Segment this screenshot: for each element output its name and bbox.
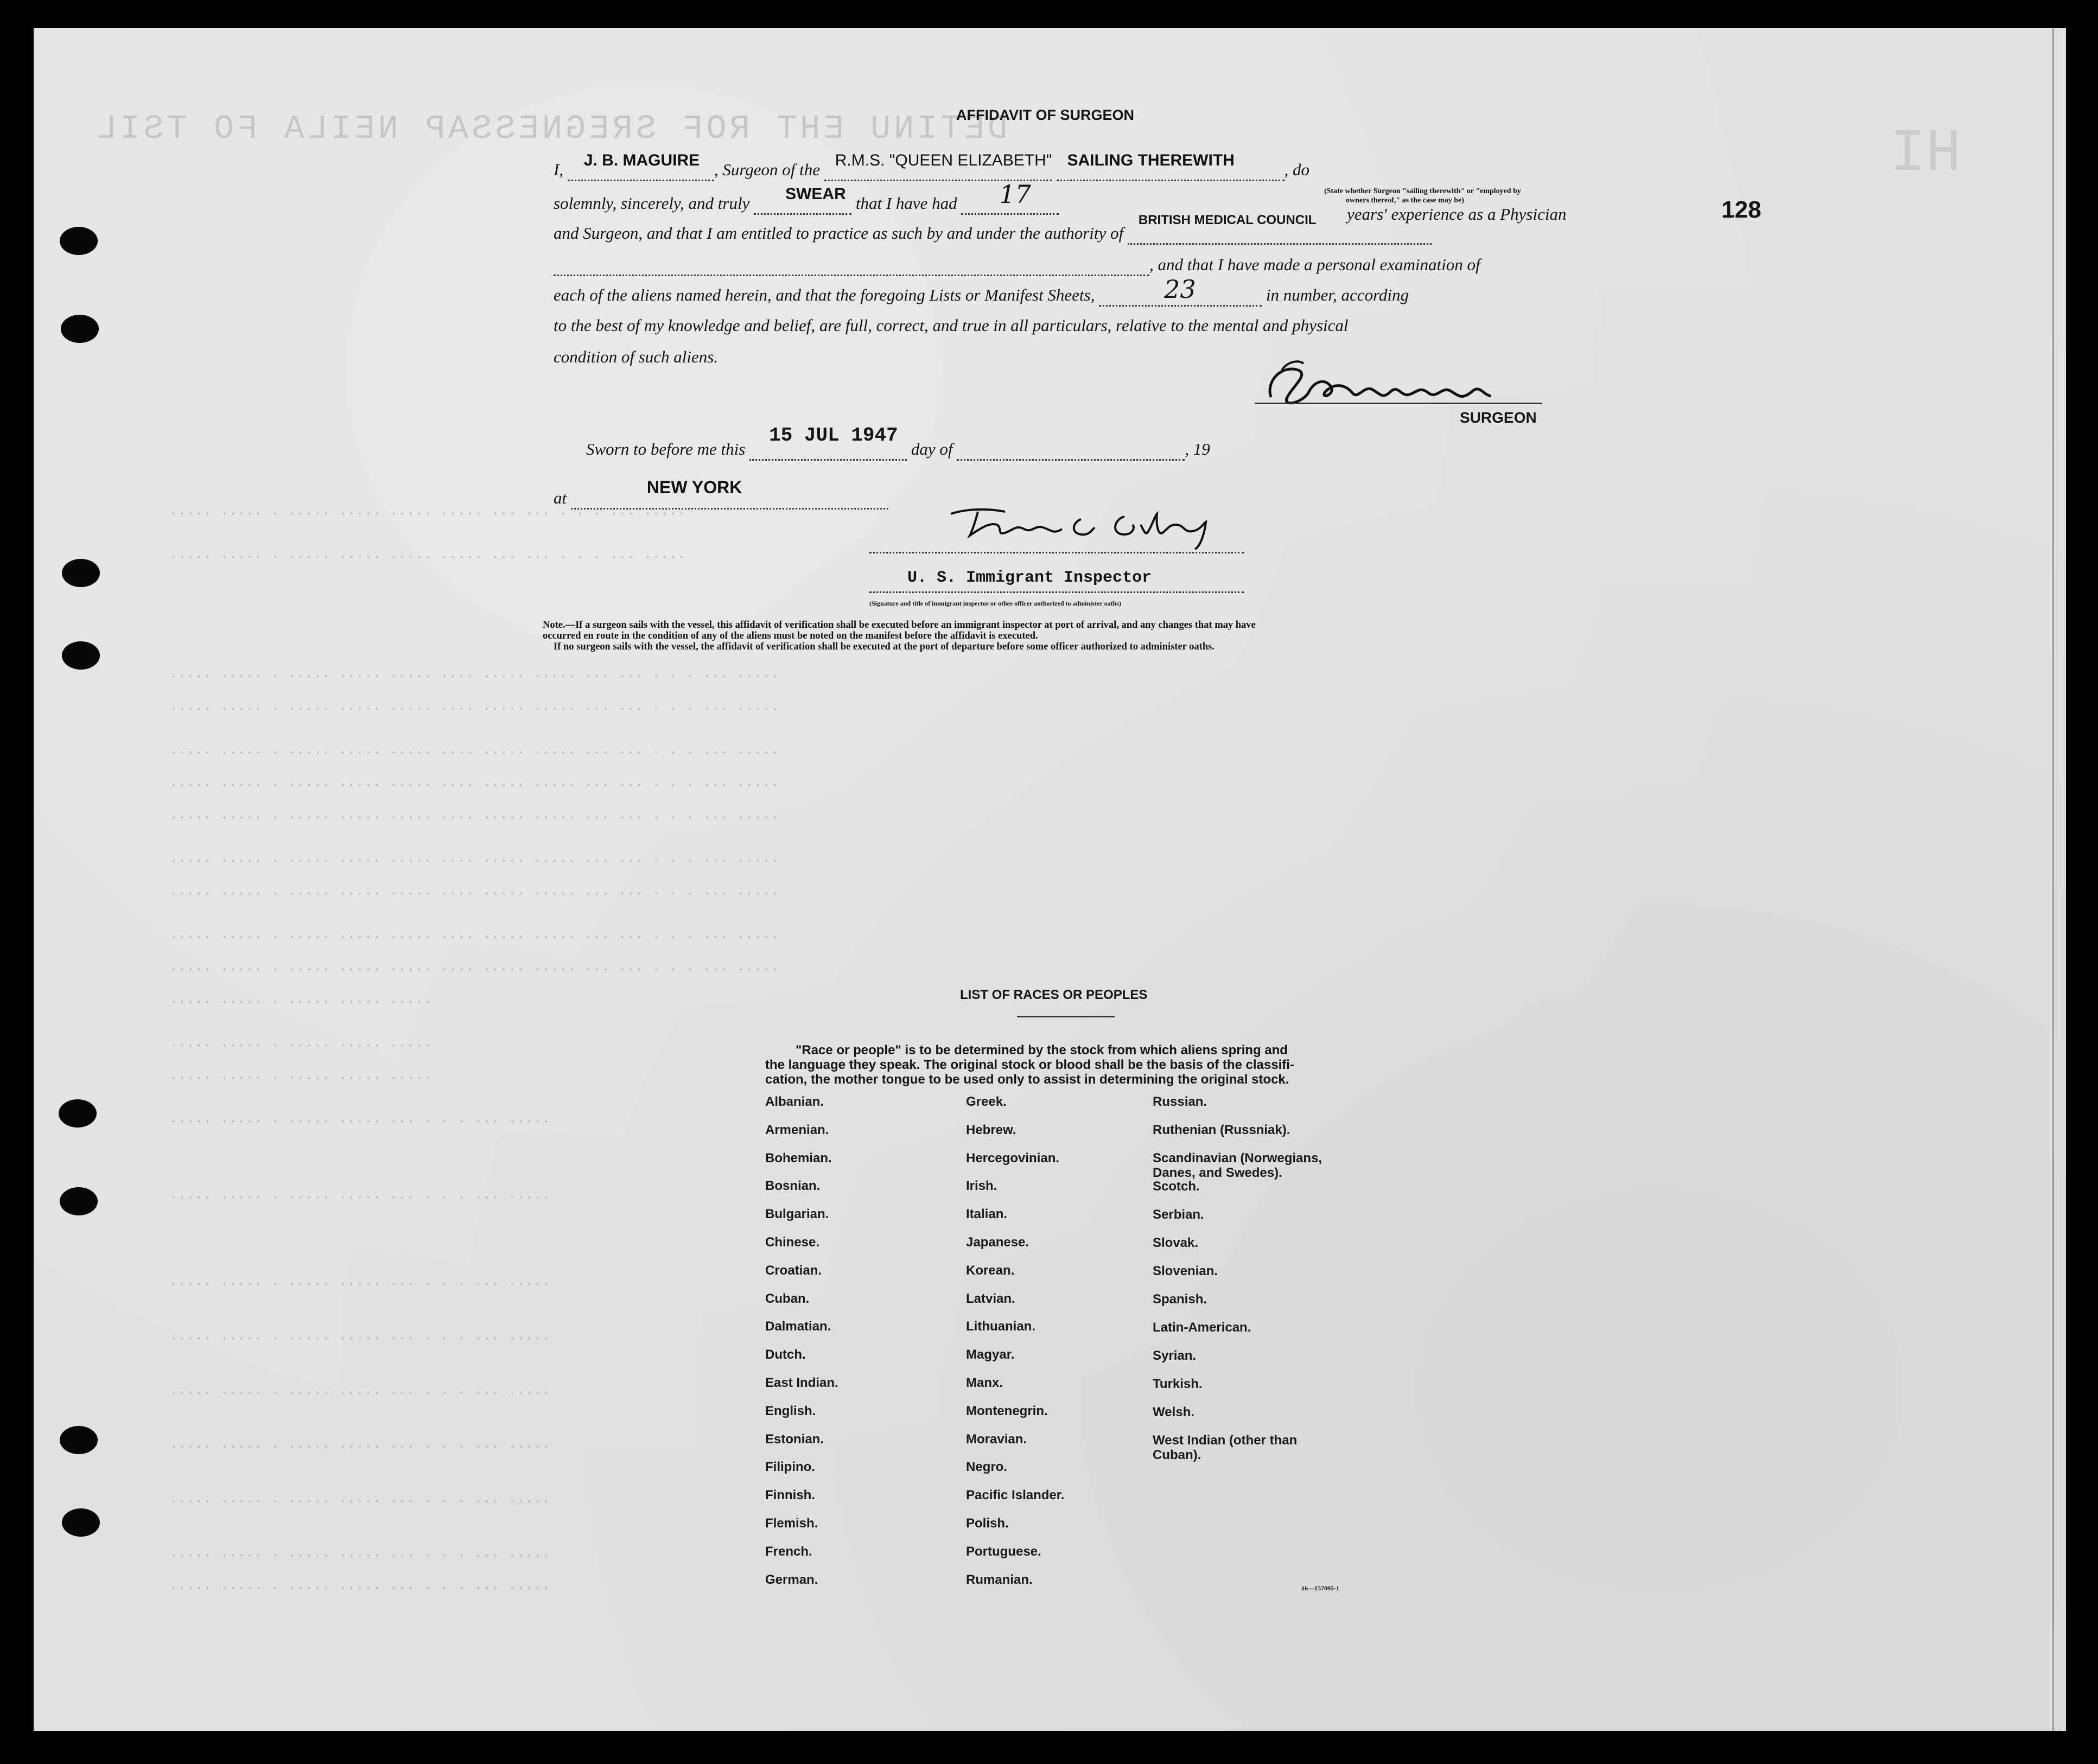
race-item: Danes, and Swedes). bbox=[1153, 1166, 1282, 1180]
affidavit-title: AFFIDAVIT OF SURGEON bbox=[956, 107, 1134, 123]
binder-hole bbox=[61, 315, 99, 343]
binder-hole bbox=[62, 559, 100, 587]
note-line-3: If no surgeon sails with the vessel, the affidavit of verification shall be executed at the port of departure before some officer authorized to administer oaths. bbox=[554, 641, 1215, 652]
race-item: Greek. bbox=[966, 1094, 1007, 1109]
note-line-1: Note.—If a surgeon sails with the vessel, this affidavit of verification shall be executed before an immigrant inspector at port of arrival, and any changes that may have bbox=[543, 620, 1256, 631]
races-intro-3: cation, the mother tongue to be used only to assist in determining the original stock. bbox=[765, 1072, 1289, 1087]
years-experience: 17 bbox=[999, 180, 1031, 209]
race-item: Bosnian. bbox=[765, 1179, 821, 1194]
race-item: English. bbox=[765, 1403, 816, 1418]
race-item: Dutch. bbox=[765, 1347, 806, 1362]
sailing-status: SAILING THEREWITH bbox=[1067, 151, 1235, 169]
bleed-through-heading: DETINU EHT ROF SREGNESSAP NEILA FO TSIL bbox=[93, 110, 1008, 148]
race-item: Hebrew. bbox=[966, 1122, 1016, 1137]
race-item: Armenian. bbox=[765, 1122, 829, 1137]
form-number: 16—157095-1 bbox=[1301, 1584, 1339, 1592]
page-number: 128 bbox=[1721, 196, 1762, 223]
race-item: Scotch. bbox=[1153, 1179, 1200, 1194]
authority: BRITISH MEDICAL COUNCIL bbox=[1138, 213, 1317, 227]
race-item: Russian. bbox=[1153, 1094, 1207, 1109]
date-stamp: 15 JUL 1947 bbox=[769, 424, 898, 447]
oath-word: SWEAR bbox=[785, 185, 846, 203]
race-item: Montenegrin. bbox=[966, 1403, 1048, 1418]
race-item: Spanish. bbox=[1153, 1292, 1207, 1307]
inspector-title: U. S. Immigrant Inspector bbox=[907, 569, 1152, 587]
race-item: Magyar. bbox=[966, 1347, 1015, 1362]
race-item: Turkish. bbox=[1153, 1377, 1203, 1391]
race-item: Flemish. bbox=[765, 1516, 818, 1531]
manifest-sheet: DETINU EHT ROF SREGNESSAP NEILA FO TSIL IH ····· ····· · ····· ····· ····· ····· ··· ··· · · · ··· ····· ····· ····· · ····· ····· ····· ····· ··· ··· · · · ··· ····· ····· ····· · ····· ····· ····· ···· ····· ····· ··· ··· · · · ··· ····· ····· ····· · ····· ····· ····· ···· ····· ····· ··· ··· · · · ··· ····· ····· ····· · ····· ····· ····· ···· ····· ····· ··· ··· · · · ··· ····· ····· ····· · ····· ····· ····· ···· ····· ····· ··· ··· · · · ··· ····· ····· ····· · ····· ····· ····· ···· ····· ····· ··· ··· · · · ··· ····· ····· ····· · ····· ····· ····· ···· ····· ····· ··· ··· · · · ··· ····· ····· ····· · ····· ····· ····· ···· ····· ····· ··· ··· · · · ··· ····· ····· ····· · ····· ····· ····· ···· ····· ····· ··· ··· · · · ··· ····· ····· ····· · ····· ····· ····· ···· ····· ····· ··· ··· · · · ··· ····· ····· ····· · ····· ····· ····· ····· ····· · ····· ····· ····· ····· ····· · ····· ····· ····· ····· ····· · ····· ····· ··· · · · ··· ····· ····· ····· · ····· ····· ··· · · · ··· ····· ····· ····· · ····· ····· ··· · · · ··· ····· ····· ····· · ····· ····· ··· · · · ··· ····· ····· ····· · ····· ····· ··· · · · ··· ····· ····· ····· · ····· ····· ··· · · · ··· ····· ····· ····· · ····· ····· ··· · · · ··· ····· ····· ····· · ····· ····· ··· · · · ··· ····· ····· ····· · ····· ····· ··· · · · ··· ····· 128 AFFIDAVIT OF SURGEON I, J. B. MAGUIRE , Surgeon of the R.M.S. "QUEEN ELIZABETH" SAILING THEREWITH , do (State whether Surgeon "sailing therewith" or "employed by owners thereof," as the case may be) solemnly, sincerely, and truly SWEAR that I have had 17 years' experience as a Physician and Surgeon, and that I am entitled to practice as such by and under the authority of BRITISH MEDICAL COUNCIL , and that I have made a personal examination of each of the aliens named herein, and that the foregoing Lists or Manifest Sheets, 23 in number, according to the best of my knowledge and belief, are full, correct, and true in all particulars, relative to the mental and physical condition of such aliens. SURGEON Sworn to before me this 15 JUL 1947 day of , 19 at NEW YORK U. S. Immigrant Inspector (Signature and title of immigrant inspector or other officer authorized to administer oaths) Note.—If a surgeon sails with the vessel, this affidavit of verification shall be executed before an immigrant inspector at port of arrival, and any changes that may have occurred en route in the condition of any of the aliens must be noted on the manifest before the affidavit is executed. If no surgeon sails with the vessel, the affidavit of verification shall be executed at the port of departure before some officer authorized to administer oaths. LIST OF RACES OR PEOPLES "Race or people" is to be determined by the stock from which aliens spring and the language they speak. The original stock or blood shall be the basis of the classifi- cation, the mother tongue to be used only to assist in determining the original stock. 16—157095-1 Albanian. Armenian. Bohemian. Bosnian. Bulgarian. Chinese. Croatian. Cuban. Dalmatian. Dutch. East Indian. English. Estonian. Filipino. Finnish. Flemish. French. German. Greek. Hebrew. Hercegovinian. Irish. Italian. Japanese. Korean. Latvian. Lithuanian. Magyar. Manx. Montenegrin. Moravian. Negro. Pacific Islander. Polish. Portuguese. Rumanian. Russian. Ruthenian (Russniak). Scandinavian (Norwegians, Danes, and Swedes). Scotch. Serbian. Slovak. Slovenian. Spanish. Latin-American. Syrian. Turkish. Welsh. West Indian (other than Cuban). bbox=[34, 28, 2066, 1731]
race-item: Filipino. bbox=[765, 1460, 815, 1475]
race-item: Portuguese. bbox=[966, 1544, 1041, 1559]
race-item: Polish. bbox=[966, 1516, 1009, 1531]
race-item: Negro. bbox=[966, 1460, 1008, 1475]
race-item: Japanese. bbox=[966, 1235, 1029, 1250]
race-item: Korean. bbox=[966, 1263, 1015, 1278]
race-item: Slovak. bbox=[1153, 1236, 1199, 1250]
race-item: Latin-American. bbox=[1153, 1320, 1251, 1335]
race-item: East Indian. bbox=[765, 1375, 838, 1390]
race-item: Chinese. bbox=[765, 1235, 820, 1250]
race-item: Welsh. bbox=[1153, 1405, 1194, 1419]
race-item: West Indian (other than bbox=[1153, 1433, 1298, 1448]
race-item: Cuban). bbox=[1153, 1448, 1201, 1462]
race-item: Irish. bbox=[966, 1179, 997, 1194]
sailing-note-2: owners thereof," as the case may be) bbox=[1346, 196, 1464, 205]
race-item: Scandinavian (Norwegians, bbox=[1153, 1151, 1323, 1166]
sheet-edge-line bbox=[2052, 28, 2054, 1731]
surgeon-signature bbox=[1249, 348, 1531, 419]
race-item: Manx. bbox=[966, 1375, 1003, 1390]
race-item: Cuban. bbox=[765, 1291, 810, 1306]
binder-hole bbox=[62, 641, 100, 670]
binder-hole bbox=[60, 227, 98, 255]
race-item: Ruthenian (Russniak). bbox=[1153, 1123, 1290, 1137]
signature-line bbox=[1255, 403, 1542, 404]
sheet-count: 23 bbox=[1164, 275, 1196, 304]
race-item: Croatian. bbox=[765, 1263, 822, 1278]
inspector-signature-line bbox=[869, 552, 1244, 553]
races-heading: LIST OF RACES OR PEOPLES bbox=[960, 988, 1148, 1002]
race-item: Italian. bbox=[966, 1207, 1008, 1222]
race-item: Bulgarian. bbox=[765, 1207, 829, 1222]
binder-hole bbox=[60, 1426, 98, 1454]
race-item: Estonian. bbox=[765, 1431, 824, 1447]
sailing-note-1: (State whether Surgeon "sailing therewith" or "employed by bbox=[1324, 187, 1521, 195]
races-heading-rule bbox=[1017, 1016, 1115, 1017]
binder-hole bbox=[62, 1508, 100, 1537]
surgeon-label: SURGEON bbox=[1460, 409, 1537, 426]
inspector-title-line bbox=[869, 591, 1244, 593]
inspector-caption: (Signature and title of immigrant inspector or other officer authorized to administer oaths) bbox=[869, 600, 1121, 607]
race-item: Rumanian. bbox=[966, 1572, 1033, 1587]
races-intro-2: the language they speak. The original stock or blood shall be the basis of the classifi- bbox=[765, 1058, 1294, 1072]
bleed-through-number: IH bbox=[1890, 120, 1962, 188]
inspector-signature bbox=[945, 492, 1228, 552]
vessel-name: R.M.S. "QUEEN ELIZABETH" bbox=[835, 151, 1052, 169]
binder-hole bbox=[59, 1099, 97, 1128]
race-item: Bohemian. bbox=[765, 1150, 832, 1166]
race-item: Moravian. bbox=[966, 1431, 1027, 1447]
races-intro-1: "Race or people" is to be determined by the stock from which aliens spring and bbox=[796, 1043, 1288, 1058]
race-item: French. bbox=[765, 1544, 812, 1559]
race-item: German. bbox=[765, 1572, 818, 1587]
surgeon-name: J. B. MAGUIRE bbox=[583, 151, 700, 169]
race-item: Latvian. bbox=[966, 1291, 1015, 1306]
race-item: Syrian. bbox=[1153, 1348, 1197, 1363]
race-item: Pacific Islander. bbox=[966, 1488, 1065, 1503]
race-item: Serbian. bbox=[1153, 1207, 1204, 1222]
note-line-2: occurred en route in the condition of any of the aliens must be noted on the manifest before the affidavit is executed. bbox=[543, 631, 1038, 641]
race-item: Lithuanian. bbox=[966, 1319, 1035, 1334]
race-item: Dalmatian. bbox=[765, 1319, 831, 1334]
binder-hole bbox=[60, 1187, 98, 1215]
race-item: Slovenian. bbox=[1153, 1264, 1218, 1278]
race-item: Albanian. bbox=[765, 1094, 824, 1109]
race-item: Finnish. bbox=[765, 1488, 815, 1503]
place: NEW YORK bbox=[646, 477, 742, 497]
race-item: Hercegovinian. bbox=[966, 1150, 1060, 1166]
